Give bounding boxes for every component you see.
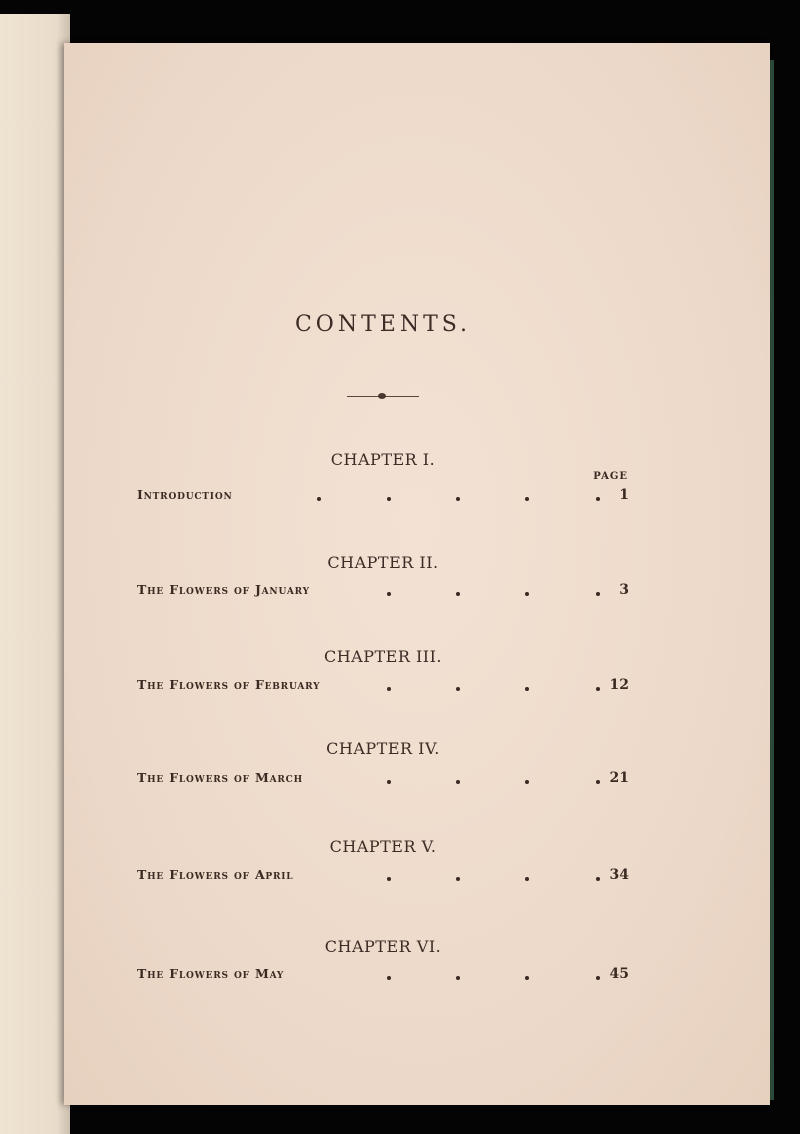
left-page-edge bbox=[0, 14, 70, 1134]
entry-title: The Flowers of February bbox=[137, 677, 321, 692]
leader-dot bbox=[525, 780, 529, 784]
page-column-header: PAGE bbox=[593, 471, 628, 482]
ornament-divider bbox=[347, 396, 419, 397]
leader-dot bbox=[456, 780, 460, 784]
leader-dot bbox=[387, 497, 391, 501]
entry-title: Introduction bbox=[137, 487, 233, 502]
entry-title: The Flowers of May bbox=[137, 966, 285, 981]
chapter-heading: CHAPTER VI. bbox=[324, 937, 442, 956]
leader-dot bbox=[456, 877, 460, 881]
leader-dot bbox=[456, 687, 460, 691]
entry-page: 45 bbox=[609, 966, 629, 982]
leader-dot bbox=[525, 976, 529, 980]
leader-dot bbox=[596, 877, 600, 881]
leader-dot bbox=[387, 976, 391, 980]
leader-dot bbox=[456, 592, 460, 596]
chapter-heading: CHAPTER IV. bbox=[326, 739, 440, 758]
page-title: CONTENTS. bbox=[294, 312, 472, 337]
leader-dot bbox=[596, 687, 600, 691]
leader-dot bbox=[525, 592, 529, 596]
entry-page: 21 bbox=[609, 770, 629, 786]
leader-dot bbox=[525, 497, 529, 501]
leader-dot bbox=[456, 497, 460, 501]
chapter-heading: CHAPTER I. bbox=[330, 450, 436, 469]
entry-page: 1 bbox=[619, 487, 629, 503]
leader-dot bbox=[596, 976, 600, 980]
chapter-heading: CHAPTER V. bbox=[329, 837, 437, 856]
leader-dot bbox=[456, 976, 460, 980]
chapter-heading: CHAPTER II. bbox=[327, 553, 439, 572]
leader-dot bbox=[387, 780, 391, 784]
chapter-heading: CHAPTER III. bbox=[323, 647, 443, 666]
leader-dot bbox=[387, 592, 391, 596]
leader-dot bbox=[525, 687, 529, 691]
entry-page: 34 bbox=[609, 867, 629, 883]
entry-title: The Flowers of January bbox=[137, 582, 310, 597]
entry-title: The Flowers of April bbox=[137, 867, 294, 882]
entry-page: 12 bbox=[609, 677, 629, 693]
leader-dot bbox=[387, 877, 391, 881]
entry-title: The Flowers of March bbox=[137, 770, 303, 785]
leader-dot bbox=[317, 497, 321, 501]
leader-dot bbox=[596, 592, 600, 596]
leader-dot bbox=[596, 780, 600, 784]
entry-page: 3 bbox=[619, 582, 629, 598]
leader-dot bbox=[387, 687, 391, 691]
leader-dot bbox=[596, 497, 600, 501]
leader-dot bbox=[525, 877, 529, 881]
